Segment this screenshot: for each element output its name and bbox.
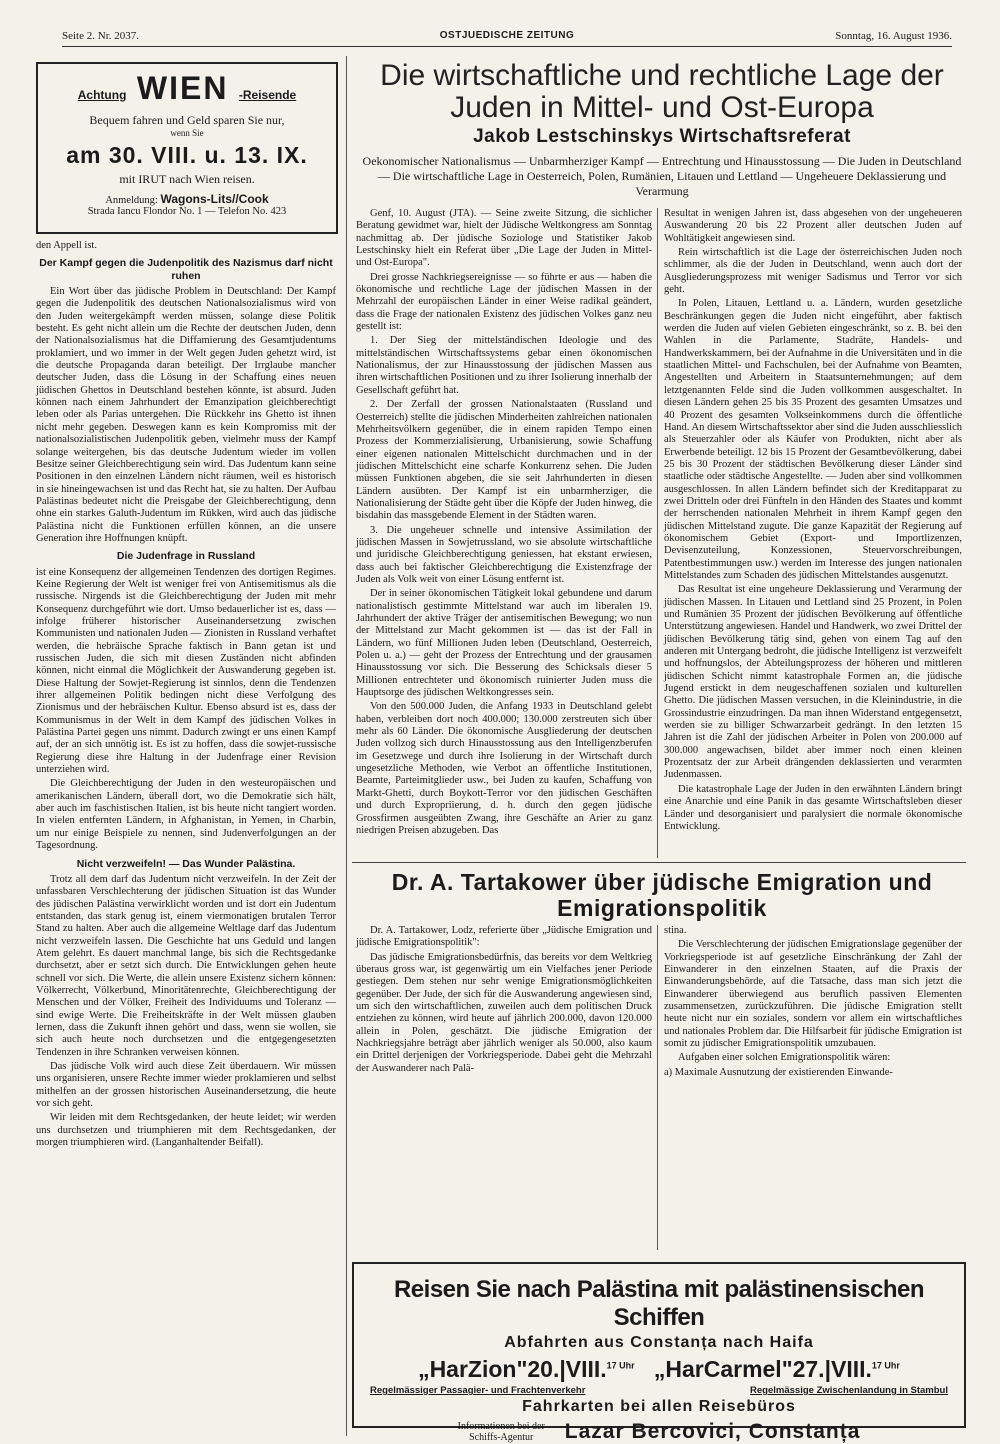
ship-ad-sailings (354, 1356, 964, 1383)
paragraph: Der in seiner ökonomischen Tätigkeit lokal gebundene und darum nationalistisch gestimmte Mittelstand war auch im liberalen 19. Jahrhundert der aktive Träger der antisemitischen Bewegung; wo nun der Mittelstand zur Macht gekommen ist — das ist der Fall in Ländern, wo fünf Millionen Juden leben (Deutschland, Oesterreich, Polen u. a.) — geht der Prozess der Entrechtung und der grausamen Hinausstossung vor sich. Die Besserung des Schicksals dieser 5 Millionen entrechteter und ökonomisch ruinierter Juden muss die Hauptsorge des jüdischen Weltkongresses sein. (356, 588, 652, 699)
paragraph: Das Resultat ist eine ungeheure Deklassierung und Verarmung der jüdischen Massen. In Litauen und Lettland sind 25 Prozent, in Polen und Rumänien 35 Prozent der jüdischen Bevölkerung auf öffentliche Unterstützung angewiesen. Handel und Handwerk, wo zwei Drittel der jüdischen Bevölkerung tätig sind, gehen von einem Tag auf den anderen mit Untergang bedroht, die jüdische Intelligenz ist verzweifelt und hoffnungslos, der Abteilungsprozess der höheren und mittleren jüdischen Schicht nimmt katastrophale Formen an, die jüdische Jugend erstickt in dem neugeschaffenen sozialen und kulturellen Ghetto. Die jüdischen Massen versuchen, in die Kleinindustrie, in die Grossindustrie einzudringen. Da man ihnen Widerstand entgegensetzt, werden sie zu billiger Schwarzarbeit gedrängt. In den letzten 15 Jahren ist die Zahl der jüdischen Arbeiter in Polen von 200.000 auf 300.000 angewachsen, bildet aber immer noch einen kleinen Prozentsatz der zur Arbeit drängenden deklassierten und verarmten Judenmassen. (664, 584, 962, 781)
paragraph: Resultat in wenigen Jahren ist, dass abgesehen von der ungeheueren Auswanderung 20 bis 22 Prozent aller deutschen Juden auf Wohltätigkeit angewiesen sind. (664, 208, 962, 244)
section-heading: Der Kampf gegen die Judenpolitik des Nazismus darf nicht ruhen (39, 257, 333, 282)
ship-harzion: „HarZion"20.|VIII. (418, 1356, 607, 1382)
paragraph: In Polen, Litauen, Lettland u. a. Ländern, wurden gesetzliche Beschränkungen gegen die Juden nicht eingeführt, aber faktisch werden die Juden auf vielen Gebieten eingeschränkt, so z. B. bei den Wahlen in die Parlamente, Stadräte, Handels- und Handwerkskammern, bei der Aufnahme in die Universitäten und in die staatlichen Mittel- und Fachschulen, bei der Aufnahme von Beamten, Angestellten und Arbeitern in Staatsunternehmungen; auf dem letztgenannten Felde sind die Juden vollkommen ausgeschaltet. In diesen Ländern gehen 25 bis 35 Prozent des gesamten Umsatzes und 40 Prozent des gesamten Volkseinkommens durch die öffentliche Hand. An diesem Wirtschaftssektor aber sind die Juden ausschliesslich als Steuerzahler oder als Käufer von Produkten, nicht aber als Erwerbende beteiligt. 12 bis 15 Prozent der Gesamtbevölkerung, dabei 25 bis 30 Prozent der städtischen Bevölkerung dieser Länder sind staatliche oder städtische Angestellte. — Juden aber sind vollkommen ausgeschlossen. In allen Ländern befindet sich der Kreditapparat zu zwei Dritteln oder drei Fünfteln in den Händen des Staates und kommt der herrschenden nationalen Mehrheit in ihrem Kampf gegen den jüdischen Mittelstand zugute. Die ganze Kapazität der Regierung auf ökonomischem Gebiet (Export- und Importlizenzen, Devisenzuteilung, Konzessionen, Steuervorschreibungen, Patentbestimmungen usw.) werden im Interesse des jungen nationalen Mittelstandes zum Schaden des jüdischen Mittelstandes ausgenutzt. (664, 298, 962, 581)
paragraph: Die Verschlechterung der jüdischen Emigrationslage gegenüber der Vorkriegsperiode ist auf gesetzliche Einschränkung der Zahl der Einwanderer in den einzelnen Staaten, auf die Praxis der Einwanderungsbehörde, auf die Tatsache, dass man sich jetzt die Einwanderer überwiegend aus beruflich passiven Elementen zusammensetzen, zurückzuführen. Die jüdische Emigration stellt heute nicht nur ein soziales, sondern vor allem ein wirtschaftliches und nationales Problem dar. Die Hilfsarbeit für jüdische Emigration ist somit zu jüdischer Emigrationspolitik umzubauen. (664, 939, 962, 1050)
tartakower-column-2 (664, 925, 962, 1081)
wien-ad-dates: am 30. VIII. u. 13. IX. (66, 142, 308, 168)
left-column (36, 240, 336, 1151)
article-column-1 (356, 208, 652, 839)
paragraph: Die katastrophale Lage der Juden in den erwähnten Ländern bringt eine Anarchie und eine Panik in das gesamte Wirtschaftsleben dieser Länder und desorganisiert und paralysiert die normale ökonomische Entwicklung. (664, 783, 962, 832)
ship-harzion-time: 17 Uhr (606, 1360, 635, 1371)
paragraph: Trotz all dem darf das Judentum nicht verzweifeln. In der Zeit der unfassbaren Verschlechterung der jüdischen Situation ist das Wunder des jüdischen Palästina verwirklicht worden und ist dort ein Judentum entstanden, das stark genug ist, einem viermonatigen brutalen Terror Stand zu halten. Aber auch die allgemeine Weltlage darf das Judentum nicht verzweifeln lassen. Die Geschichte hat uns Geduld und langen Atem gelehrt. Es dauert manchmal lange, bis sich die Rechtsgedanke durchsetzt, aber er setzt sich durch. Die Entwicklungen gehen heute schnell vor sich. Die Werte, die allein unsere Existenz sichern können: Völkerrecht, Völkerbund, Minoritätenrechte, Gleichberechtigung der Menschen und der Völker, Freiheit des Individuums und Toleranz — sind ewige Werte. Die Freiheitskräfte in der Welt müssen glauben lernen, dass die Zukunft ihnen gehört und dass, wenn sie wollen, sie sich auch heute noch durchsetzen und die entgegengesetzten Tendenzen in ihre Schranken verweisen können. (36, 873, 336, 1058)
section-heading: Nicht verzweifeln! — Das Wunder Palästina. (76, 857, 296, 870)
paragraph: Genf, 10. August (JTA). — Seine zweite Sitzung, die sichlicher Beratung gewidmet war, hielt der Jüdische Weltkongress am Sonntag nachmittag ab. Der jüdische Soziologe und Statistiker Jakob Lestschinsky hielt ein Referat über „Die Lage der Juden in Mittel- und Ost-Europa". (356, 208, 652, 269)
paragraph: Aufgaben einer solchen Emigrationspolitik wären: (678, 1052, 891, 1064)
paragraph: Von den 500.000 Juden, die Anfang 1933 in Deutschland gelebt haben, verbleiben dort noch 400.000; 130.000 zerstreuten sich über mehr als 60 Länder. Die ökonomische Ausgliederung der deutschen Juden vollzog sich durch Hinausstossung aus den Intelligenzberufen im Gesetzwege und durch ihre Isolierung in der Wirtschaft durch ungesetzliche Methoden, wie Verbot an öffentliche Institutionen, Beamte, Parteimitglieder usw., bei Juden zu kaufen, Schaffung von Markt-Ghetti, durch Boykott-Terror vor den jüdischen Geschäften und durch Expropriierung, d. h. durch den gegen jüdische Grossfirmen ausgeübten Zwang, ihre Geschäfte an Arier zu ganz niedrigen Preisen abzugeben. Das (356, 701, 652, 836)
ship-advertisement (352, 1262, 966, 1443)
paragraph: Dr. A. Tartakower, Lodz, referierte über „Jüdische Emigration und jüdische Emigrationspolitik": (356, 925, 652, 949)
issue-date: Sonntag, 16. August 1936. (835, 30, 952, 42)
paragraph: Ein Wort über das jüdische Problem in Deutschland: Der Kampf gegen die Judenpolitik des deutschen Nationalsozialismus wird von den Juden weitergekämpft werden müssen, solange diese Politik besteht. Es geht nicht allein um die Rechte der deutschen Juden, denn der Nationalsozialismus hat die Diffamierung des Gesamtjudentums proklamiert, und wo immer in der Welt gegen Juden gehetzt wird, ist die deutsche Propaganda daran beteiligt. Der Irrglaube mancher deutscher Juden, dass die Lösung in der Schaffung eines neuen jüdischen Ghettos in Deutschland bestehen könnte, ist absurd. Juden können nach einem Jahrhundert der Emanzipation gleichberechtigt leben oder als Parias untergehen. Die Rückkehr ins Ghetto ist ihnen nicht mehr gegeben. Deswegen kann es kein Kompromiss mit der nationalsozialistischen Judenpolitik geben, vielmehr muss der Kampf solange weitergehen, bis das deutsche Judentum wieder im vollen Besitze seiner Gleichberechtigung sein wird. Das Judentum kann seine Positionen in den einzelnen Ländern nicht räumen, weil es historisch in sie hineingewachsen ist und das Recht hat, sie zu halten. Der Aufbau Palästinas bedeutet nicht die Preisgabe der Gleichberechtigung, denn ohne ein starkes Galuth-Judentum im Rükken, wird auch das jüdische Palästina nicht die Funktionen erfüllen können, an die unsere Generation ihre Hoffnungen knüpft. (36, 286, 336, 544)
ship-ad-services (354, 1385, 964, 1396)
ship-harcarmel-time: 17 Uhr (871, 1360, 900, 1371)
page-number: Seite 2. Nr. 2037. (62, 30, 139, 42)
paragraph: 2. Der Zerfall der grossen Nationalstaaten (Russland und Oesterreich) stellte die jüdischen Minderheiten zahlreichen nationalen Mehrheitsvölkern gegenüber, die in einem rapiden Tempo einen Prozess der Kommerzialisierung, Urbanisierung, sowie Schaffung einer eigenen nationalen Mittelschicht durchmachen und in der jüdischen Mittelschicht eine scharfe Konkurrenz sehen. Die Juden müssen Funktionen abgeben, die sie seit Jahrhunderten in diesen Ländern ausübten. Der Kampf ist ein unbarmherziger, die Nationalisierung der Städte geht über die Köpfe der Juden hinweg, die bisdahin das massgebende Element in der Städten waren. (356, 399, 652, 522)
ship-ad-title: Reisen Sie nach Palästina mit palästinensischen Schiffen (393, 1276, 925, 1331)
article-summary: Oekonomischer Nationalismus — Unbarmherziger Kampf — Entrechtung und Hinausstossung — Die Juden in Deutschland — Die wirtschaftliche Lage in Oesterreich, Polen, Rumänien, Litauen und Lettland — Ungeheuere Deklassierung und Verarmung (362, 154, 962, 198)
section-heading: Die Judenfrage in Russland (116, 550, 256, 563)
wien-ad-address: Strada Iancu Flondor No. 1 — Telefon No. 423 (87, 206, 287, 217)
paragraph: Rein wirtschaftlich ist die Lage der österreichischen Juden noch schlimmer, als die der Juden in Deutschland, wenn auch dort der Ausgliederungsprozess mit weniger Sadismus und Terror vor sich geht. (664, 247, 962, 296)
wien-ad-headline (38, 70, 336, 107)
paragraph: a) Maximale Ausnutzung der existierenden Einwande- (664, 1066, 893, 1078)
ship-ad-service1: Regelmässiger Passagier- und Frachtenverkehr (370, 1385, 586, 1396)
paragraph: Die Gleichberechtigung der Juden in den westeuropäischen und amerikanischen Ländern, überall dort, wo die Demokratie sich hält, aber auch im faschistischen Italien, ist bis heute nicht tangiert worden. In vielen entfernten Ländern, in Afghanistan, in Yemen, in Charbin, um nur einige Beispiele zu nennen, sind Judenverfolgungen an der Tagesordnung. (36, 778, 336, 852)
page-header (62, 30, 952, 47)
wien-advertisement (36, 62, 338, 234)
paragraph: den Appell ist. (36, 240, 97, 251)
column-divider (657, 208, 658, 858)
article-column-2 (664, 208, 962, 835)
wien-ad-achtung: Achtung (77, 88, 127, 102)
paragraph: Wir leiden mit dem Rechtsgedanken, der heute leidet; wir werden uns durchsetzen und triumphieren mit dem Rechtsgedanken, der morgen triumphieren wird. (Langanhaltender Beifall). (36, 1112, 336, 1149)
ship-ad-agent (354, 1420, 964, 1444)
ship-ad-agent-name: Lazar Bercovici, Constanța (564, 1420, 861, 1443)
ship-ad-departures: Abfahrten aus Constanța nach Haifa (504, 1334, 814, 1351)
article-title: Die wirtschaftliche und rechtliche Lage der Juden in Mittel- und Ost-Europa (380, 59, 944, 124)
ship-ad-service2: Regelmässige Zwischenlandung in Stambul (750, 1385, 948, 1396)
ship-ad-info2: Schiffs-Agentur (469, 1432, 534, 1443)
tartakower-title: Dr. A. Tartakower über jüdische Emigration und Emigrationspolitik (391, 869, 933, 921)
ship-harcarmel: „HarCarmel"27.|VIII. (653, 1356, 872, 1382)
paragraph: stina. (664, 925, 687, 936)
ship-ad-info1: Informationen bei der (457, 1421, 545, 1432)
ship-ad-info (458, 1421, 545, 1443)
paragraph: 3. Die ungeheuer schnelle und intensive Assimilation der jüdischen Massen in Sowjetrussland, wo sie absolute wirtschaftliche und juridische Gleichberechtigung geniessen, hat ekstant erwiesen, dass auch bei faktischer Gleichberechtigung die Existenzfrage der Juden als Volk weit von einer Lösung entfernt ist. (356, 524, 652, 585)
paragraph: Drei grosse Nachkriegsereignisse — so führte er aus — haben die ökonomische und rechtliche Lage der jüdischen Massen in der Mehrzahl der europäischen Länder in einer Weise radikal geändert, dass die Frage der nationalen Existenz des jüdischen Volkes ganz neu gestellt ist: (356, 271, 652, 333)
tartakower-column-1 (356, 925, 652, 1077)
paragraph: ist eine Konsequenz der allgemeinen Tendenzen des dortigen Regimes. Keine Regierung der Welt ist weniger frei von Antisemitismus als die russische. Nirgends ist die Gleichberechtigung der Juden mit mehr Konsequenz durchgeführt wie dort. Umso bedauerlicher ist es, dass — infolge früherer historischer Auseinandersetzung zwischen Kommunisten und nationalen Juden — Zionisten in Russland verhaftet werden, die hebräische Sprache faktisch in Bann getan ist und russischen Juden, die sich mit diesen Zuständen nicht abfinden können, nicht einmal die Möglichkeit der Auswanderung gegeben ist. Diese Haltung der Sowjet-Regierung ist sinnlos, denn die Tendenzen ihrer allgemeinen Politik bedingen nicht diese Verfolgung des Zionismus und der hebräischen Kultur. Ebenso absurd ist es, dass der Kommunismus in der Welt in dem Kampf des jüdischen Volkes in Palästina Partei gegen uns nimmt. Dadurch zwingt er uns einen Kampf auf, der an sich unnötig ist. Es ist zu hoffen, dass die sowjet-russische Regierung diese ihre Haltung in der Judenfrage einer Revision unterziehen wird. (36, 566, 336, 776)
column-divider (657, 925, 658, 1250)
wien-ad-registration (38, 192, 336, 206)
wien-ad-reisende: -Reisende (238, 88, 297, 102)
paragraph: Das jüdische Emigrationsbedürfnis, das bereits vor dem Weltkrieg überaus gross war, ist gegenwärtig um ein Vielfaches jener Periode gestiegen. Dem stehen nur sehr wenige Emigrationsmöglichkeiten gegenüber. Der Jude, der sich für die Auswanderung angewiesen sind, um sich den wirtschaftlichen, zuweilen auch dem politischen Druck entziehen zu können, wird heute auf jährlich 200.000, davon 120.000 allein in Polen, geschätzt. Die jüdische Emigration der Nachkriegsjahre beträgt aber jährlich weniger als 50.000, also kaum ein Drittel derjenigen der Vorkriegsperiode. Dabei geht die Mehrzahl der Auswanderer nach Palä- (356, 951, 652, 1074)
wien-ad-irut: mit IRUT nach Wien reisen. (119, 172, 255, 186)
column-divider (346, 56, 347, 1436)
ship-ad-tickets: Fahrkarten bei allen Reisebüros (522, 1398, 796, 1415)
article-subtitle: Jakob Lestschinskys Wirtschaftsreferat (473, 126, 851, 147)
wien-ad-anmeldung: Anmeldung: (105, 195, 158, 206)
section-rule (352, 862, 966, 863)
wien-ad-wien: WIEN (136, 70, 229, 106)
wien-ad-agency: Wagons-Lits//Cook (160, 192, 269, 206)
newspaper-name: OSTJUEDISCHE ZEITUNG (439, 30, 575, 41)
paragraph: Das jüdische Volk wird auch diese Zeit überdauern. Wir müssen uns organisieren, unsere Rechte immer wieder proklamieren und selbst mithelfen an der grossen historischen Auseinandersetzung, die heute vor sich geht. (36, 1061, 336, 1110)
paragraph: 1. Der Sieg der mittelständischen Ideologie und des mittelständischen Wirtschaftssystems gebar einen ökonomischen Nationalismus, der zur Hinausstossung der jüdischen Massen aus ihren wirtschaftlichen Positionen und zu ihrer Isolierung innerhalb der Gesellschaft geführt hat. (356, 335, 652, 396)
wien-ad-line1: Bequem fahren und Geld sparen Sie nur, (89, 113, 285, 127)
wien-ad-line2: wenn Sie (170, 128, 204, 138)
